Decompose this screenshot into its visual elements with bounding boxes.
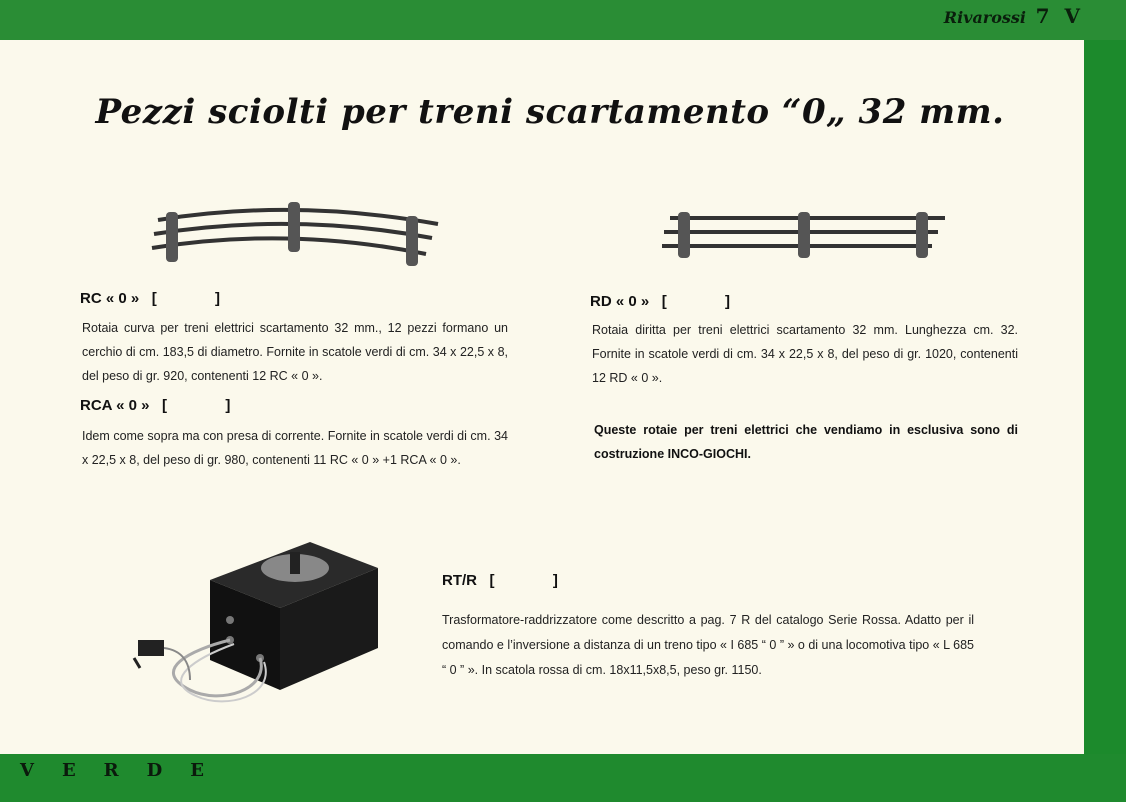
rtr-description: Trasformatore-raddrizzatore come descritto a pag. 7 R del catalogo Serie Rossa. Adatto per il comando e l’inversione a distanza di un treno tipo « I 685 “ 0 ” » o di una locomotiva tipo « L 685 “ 0 ” ». In scatola rossa di cm. 18x11,5x8,5, peso gr. 1150. — [442, 613, 974, 677]
straight-track-image — [660, 210, 950, 264]
rca-code: RCA « 0 » [ ] — [80, 397, 231, 414]
page-number: 7 V — [1035, 4, 1084, 28]
rc-code: RC « 0 » [ ] — [80, 290, 221, 307]
rca-description: Idem come sopra ma con presa di corrente. Fornite in scatole verdi di cm. 34 x 22,5 x 8, del peso di gr. 980, contenenti 11 RC « 0 » +1 RCA « 0 ». — [82, 429, 508, 467]
rtr-code: RT/R [ ] — [442, 572, 558, 589]
transformer-image — [130, 540, 390, 720]
exclusive-note: Queste rotaie per treni elettrici che vendiamo in esclusiva sono di costruzione INCO-GIOCHI. — [594, 423, 1018, 461]
rd-description: Rotaia diritta per treni elettrici scartamento 32 mm. Lunghezza cm. 32. Fornite in scatole verdi di cm. 34 x 22,5 x 8, del peso di gr. 1020, contenenti 12 RD « 0 ». — [592, 323, 1018, 385]
page-title: Pezzi sciolti per treni scartamento “0„ 32 mm. — [95, 92, 1005, 132]
curved-track-image — [148, 198, 448, 270]
series-label: VERDE — [20, 760, 232, 781]
brand-logo: Rivarossi — [943, 8, 1026, 27]
rc-description: Rotaia curva per treni elettrici scartamento 32 mm., 12 pezzi formano un cerchio di cm. 183,5 di diametro. Fornite in scatole verdi di cm. 34 x 22,5 x 8, del peso di gr. 920, contenenti 12 RC « 0 ». — [82, 321, 508, 383]
rd-code: RD « 0 » [ ] — [590, 293, 731, 310]
